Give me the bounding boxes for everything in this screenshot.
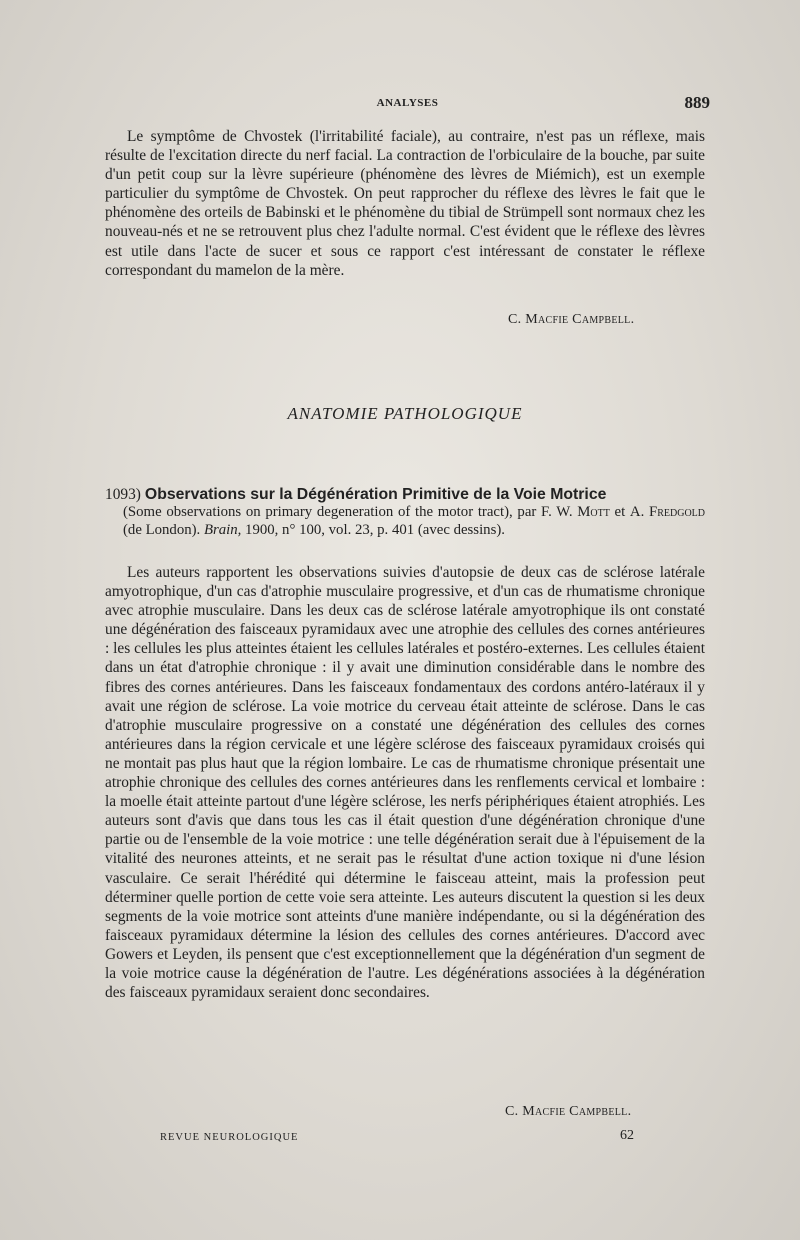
running-head <box>105 95 710 115</box>
author-separator: et <box>609 504 630 520</box>
citation: 1900, n° 100, vol. 23, p. 401 (avec dessins). <box>241 521 505 538</box>
section-heading: ANATOMIE PATHOLOGIQUE <box>287 404 523 423</box>
running-title: ANALYSES <box>376 97 439 109</box>
page-number: 889 <box>684 93 710 112</box>
article-title: Observations sur la Dégénération Primitive de la Voie Motrice <box>144 486 607 503</box>
article-title-line <box>105 485 705 504</box>
article-signature: C. Macfie Campbell. <box>505 1104 632 1119</box>
previous-article-signature: C. Macfie Campbell. <box>508 312 635 327</box>
author-2: A. Fredgold <box>629 504 706 520</box>
article-number: 1093) <box>105 486 141 503</box>
subtitle-start: (Some observations on primary degeneration of the motor tract), par <box>123 504 537 520</box>
article-body: Les auteurs rapportent les observations suivies d'autopsie de deux cas de sclérose latérale amyotrophique, d'un cas d'atrophie musculaire progressive, et d'un cas de rhumatisme chronique avec atrophie musculaire. Dans les deux cas de sclérose latérale amyotrophique ils ont constaté une dégénération des faisceaux pyramidaux avec une atrophie des cellules des cornes antérieures : les cellules les plus atteintes étaient les cellules latérales et postéro-externes. Les cellules étaient dans un état d'atrophie chronique : il y avait une diminution considérable dans le nombre des fibres des cornes antérieures. Dans les faisceaux fondamentaux des cordons antéro-latéraux il y avait une région de sclérose. La voie motrice du cerveau était atteinte de sclérose. Dans le cas d'atrophie musculaire progressive on a constaté une dégénération des cellules des cornes antérieures dans la région cervicale et une légère sclérose des faisceaux pyramidaux croisés qui ne montait pas plus haut que la région lombaire. Le cas de rhumatisme chronique présentait une atrophie chronique des cellules des cornes antérieures dans les renflements cervical et lombaire : la moelle était atteinte partout d'une légère sclérose, les nerfs périphériques étaient atrophiés. Les auteurs sont d'avis que dans tous les cas il était question d'une dégénération chronique d'une partie ou de l'ensemble de la voie motrice : une telle dégénération serait due à l'épuisement de la vitalité des neurones atteints, et ne serait pas le résultat d'une action toxique ni d'une lésion vasculaire. Ce serait l'hérédité qui détermine le faisceau atteint, mais la profession peut déterminer quelle portion de cette voie sera atteinte. Les auteurs discutent la question si les deux segments de la voie motrice sont atteints d'une manière indépendante, ou si la dégénération des faisceaux pyramidaux détermine la lésion des cellules des cornes antérieures. D'accord avec Gowers et Leyden, ils pensent que c'est exceptionnellement que la dégénération d'un segment de la voie motrice cause la dégénération de l'autre. Les dégénérations associées à la dégénération des faisceaux pyramidaux seraient donc secondaires. <box>105 564 705 1002</box>
footer-sheet-number: 62 <box>620 1128 634 1143</box>
article-header <box>105 485 705 539</box>
author-1: F. W. Mott <box>541 504 610 520</box>
affiliation: (de London). <box>123 521 204 538</box>
journal-name: Brain, <box>203 521 242 538</box>
previous-article-text: Le symptôme de Chvostek (l'irritabilité faciale), au contraire, n'est pas un réflexe, mais résulte de l'excitation directe du nerf facial. La contraction de l'orbiculaire de la bouche, par suite d'un petit coup sur la lèvre supérieure (phénomène des lèvres de Miémich), est un exemple particulier du symptôme de Chvostek. On peut rapprocher du réflexe des lèvres le fait que le phénomène des orteils de Babinski et le phénomène du tibial de Strümpell sont normaux chez les nouveau-nés et ne se retrouvent plus chez l'adulte normal. C'est évident que le réflexe des lèvres est utile dans l'acte de sucer et sous ce rapport c'est intéressant de constater le réflexe correspondant du mamelon de la mère. <box>105 128 705 279</box>
footer-journal: REVUE NEUROLOGIQUE <box>160 1132 299 1143</box>
article-subtitle <box>105 504 705 539</box>
